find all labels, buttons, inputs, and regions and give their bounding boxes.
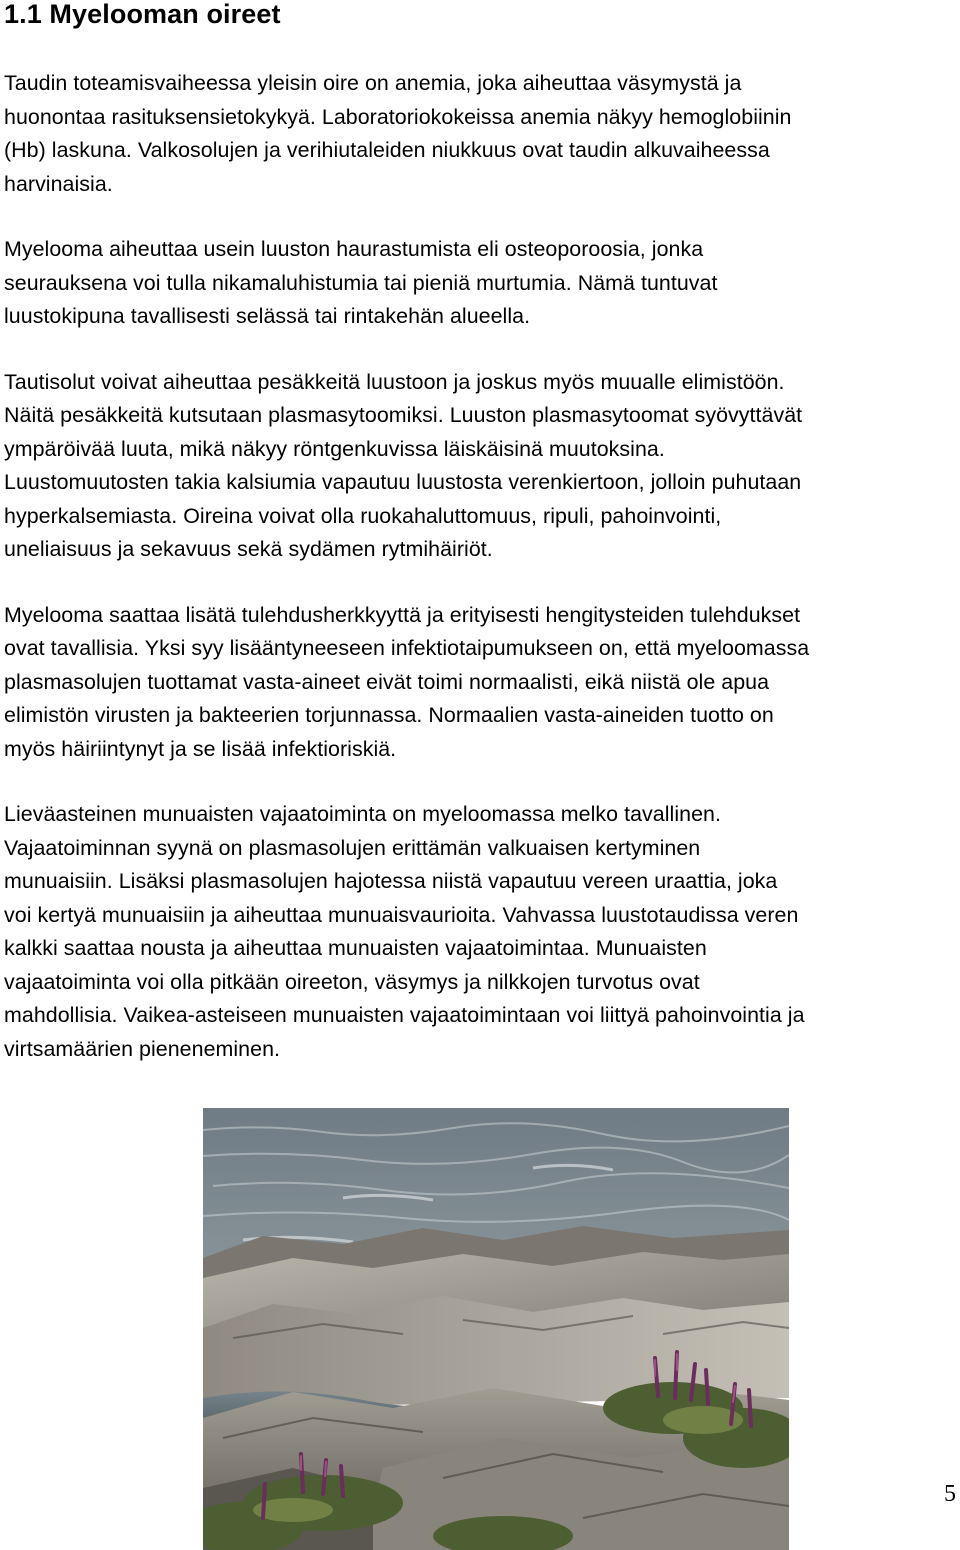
text-line: huonontaa rasituksensietokykyä. Laboratoriokokeissa anemia näkyy hemoglobiinin	[4, 104, 792, 129]
text-line: Luustomuutosten takia kalsiumia vapautuu luustosta verenkiertoon, jolloin puhutaan	[4, 470, 802, 494]
text-line: mahdollisia. Vaikea-asteiseen munuaisten vajaatoimintaan voi liittyä pahoinvointia ja	[4, 1003, 805, 1027]
text-line: myös häiriintynyt ja se lisää infektioriskiä.	[4, 736, 397, 761]
paragraph-plasmacytoma	[4, 366, 960, 567]
text-line: virtsamäärien pieneneminen.	[4, 1036, 281, 1061]
text-line: Taudin toteamisvaiheessa yleisin oire on anemia, joka aiheuttaa väsymystä ja	[4, 71, 742, 95]
text-line: Näitä pesäkkeitä kutsutaan plasmasytoomiksi. Luuston plasmasytoomat syövyttävät	[4, 403, 803, 427]
text-line: Myelooma aiheuttaa usein luuston haurastumista eli osteoporoosia, jonka	[4, 237, 704, 261]
text-line: elimistön virusten ja bakteerien torjunnassa. Normaalien vasta-aineiden tuotto on	[4, 703, 774, 727]
text-line: munuaisiin. Lisäksi plasmasolujen hajotessa niistä vapautuu vereen uraattia, joka	[4, 869, 778, 893]
text-line: ympäröivää luuta, mikä näkyy röntgenkuvissa läiskäisinä muutoksina.	[4, 436, 665, 461]
text-line: ovat tavallisia. Yksi syy lisääntyneeseen infektiotaipumukseen on, että myeloomassa	[4, 636, 810, 660]
text-line: Vajaatoiminnan syynä on plasmasolujen erittämän valkuaisen kertyminen	[4, 835, 701, 860]
paragraph-infections	[4, 599, 960, 767]
paragraph-kidney	[4, 798, 960, 1066]
text-line: luustokipuna tavallisesti selässä tai rintakehän alueella.	[4, 304, 531, 328]
text-line: voi kertyä munuaisiin ja aiheuttaa munuaisvaurioita. Vahvassa luustotaudissa veren	[4, 902, 799, 927]
text-line: Myelooma saattaa lisätä tulehdusherkkyyttä ja erityisesti hengitysteiden tulehdukset	[4, 602, 801, 627]
page-number: 5	[944, 1481, 956, 1507]
body-text	[4, 67, 960, 1098]
text-line: harvinaisia.	[4, 171, 113, 196]
coastal-rocks-photo	[203, 1108, 789, 1550]
paragraph-osteoporosis	[4, 233, 960, 334]
text-line: kalkki saattaa nousta ja aiheuttaa munuaisten vajaatoimintaa. Munuaisten	[4, 936, 707, 960]
text-line: vajaatoiminta voi olla pitkään oireeton, väsymys ja nilkkojen turvotus ovat	[4, 969, 700, 994]
text-line: plasmasolujen tuottamat vasta-aineet eivät toimi normaalisti, eikä niistä ole apua	[4, 669, 770, 694]
text-line: seurauksena voi tulla nikamaluhistumia tai pieniä murtumia. Nämä tuntuvat	[4, 270, 718, 295]
text-line: hyperkalsemiasta. Oireina voivat olla ruokahaluttomuus, ripuli, pahoinvointi,	[4, 503, 722, 528]
text-line: Lieväasteinen munuaisten vajaatoiminta on myeloomassa melko tavallinen.	[4, 802, 721, 826]
text-line: (Hb) laskuna. Valkosolujen ja verihiutaleiden niukkuus ovat taudin alkuvaiheessa	[4, 138, 770, 162]
section-heading: 1.1 Myelooman oireet	[4, 0, 281, 29]
text-line: uneliaisuus ja sekavuus sekä sydämen rytmihäiriöt.	[4, 537, 493, 561]
text-line: Tautisolut voivat aiheuttaa pesäkkeitä luustoon ja joskus myös muualle elimistöön.	[4, 369, 785, 394]
paragraph-anemia	[4, 67, 960, 201]
